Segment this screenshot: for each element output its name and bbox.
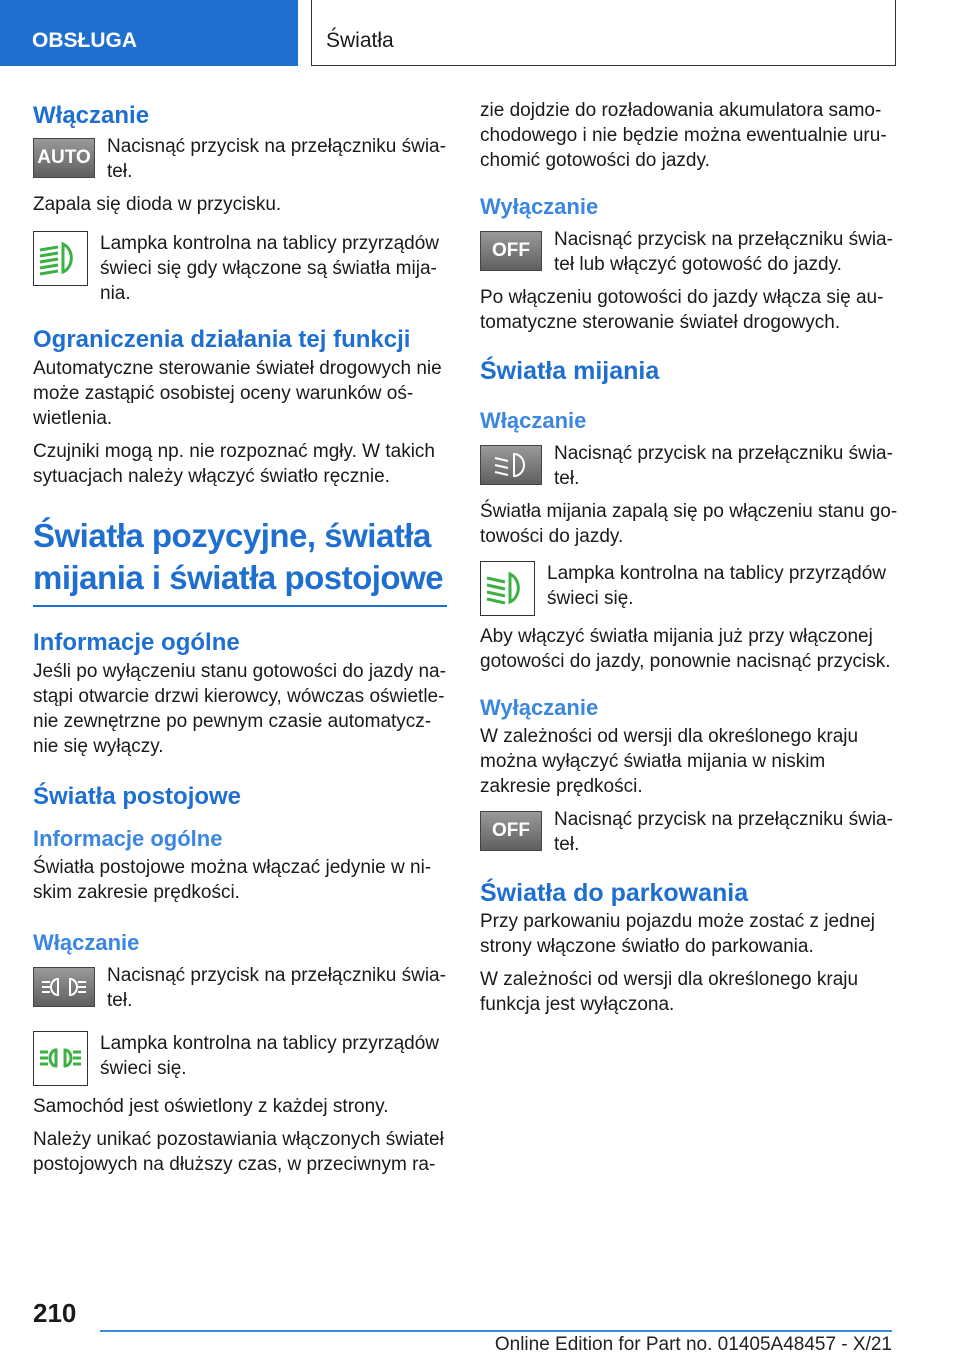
subheading-wylaczanie-2: Wyłączanie (480, 695, 599, 720)
page-number: 210 (33, 1298, 77, 1328)
heading-wlaczanie: Włączanie (33, 102, 150, 129)
auto-text: Nacisnąć przycisk na przełączniku świa-teł. (107, 136, 446, 182)
nalezy-text: Należy unikać pozostawiania włączonych świateł postojowych na dłuższy czas, w przeciwnym ra- (33, 1129, 444, 1175)
left-column (33, 98, 447, 1185)
off-text-1: Nacisnąć przycisk na przełączniku świa-teł lub włączyć gotowość do jazdy. (554, 229, 893, 275)
off-button-icon: OFF (480, 231, 542, 271)
low-beam-button-icon (480, 445, 542, 485)
subheading-wylaczanie-1: Wyłączanie (480, 194, 599, 219)
heading-mijania: Światła mijania (480, 357, 660, 385)
subheading-wlaczanie: Włączanie (33, 930, 140, 955)
ogr-text-2: Czujniki mogą np. nie rozpoznać mgły. W takich sytuacjach należy włączyć światło ręcznie. (33, 441, 435, 487)
parking-text: Nacisnąć przycisk na przełączniku świa-teł. (107, 965, 446, 1011)
off-instruction-2 (480, 807, 900, 857)
dioda-text: Zapala się dioda w przycisku. (33, 194, 282, 215)
info-text: Jeśli po wyłączeniu stanu gotowości do jazdy na-stąpi otwarcie drzwi kierowcy, wówczas oświetle-nie zewnętrzne po pewnym czasie automatycz-nie się wyłączy. (33, 661, 446, 757)
low-beam-text: Nacisnąć przycisk na przełączniku świa-teł. (554, 443, 893, 489)
lamp-instruction-1 (33, 231, 447, 306)
low-beam-instruction (480, 441, 900, 491)
heading-postojowe: Światła postojowe (33, 783, 242, 810)
subheading-wlaczanie-3: Włączanie (480, 408, 587, 433)
lamp-text-2: Lampka kontrolna na tablicy przyrządów świeci się. (100, 1033, 440, 1079)
chapter-title: Światła (311, 0, 896, 66)
ogr-text-1: Automatyczne sterowanie świateł drogowych nie może zastąpić osobistej oceny warunków oś-wietlenia. (33, 358, 442, 429)
heading-ograniczenia: Ograniczenia działania tej funkcji (33, 326, 411, 353)
auto-button-icon: AUTO (33, 138, 95, 178)
po-wlaczeniu-text: Po włączeniu gotowości do jazdy włącza się au-tomatyczne sterowanie świateł drogowych. (480, 287, 884, 333)
footer-edition: Online Edition for Part no. 01405A48457 - X/21 (494, 1334, 892, 1355)
mijania-text: Światła mijania zapalą się po włączeniu stanu go-towości do jazdy. (480, 501, 898, 547)
przy-parkowaniu-text: Przy parkowaniu pojazdu może zostać z jednej strony włączone światło do parkowania. (480, 911, 875, 957)
parking-lamp-icon (33, 1031, 88, 1086)
lamp-text-1: Lampka kontrolna na tablicy przyrządów świeci się gdy włączone są światła mija-nia. (100, 233, 440, 304)
heading-parkowania: Światła do parkowania (480, 879, 749, 907)
lamp-instruction-3 (480, 561, 900, 616)
aby-text: Aby włączyć światła mijania już przy włączonej gotowości do jazdy, ponownie nacisnąć przycisk. (480, 626, 891, 672)
continuation-text: zie dojdzie do rozładowania akumulatora samo-chodowego i nie będzie można ewentualnie uru-chomić gotowości do jazdy. (480, 100, 887, 171)
low-beam-lamp-icon (480, 561, 535, 616)
zaleznosci-text-1: W zależności od wersji dla określonego kraju można wyłączyć światła mijania w niskim zakresie prędkości. (480, 726, 859, 797)
lamp-instruction-2 (33, 1031, 447, 1086)
samochod-text: Samochód jest oświetlony z każdej strony. (33, 1096, 389, 1117)
right-column (480, 98, 900, 1025)
footer-divider (100, 1330, 892, 1332)
off-instruction-1 (480, 227, 900, 277)
high-beam-lamp-icon (33, 231, 88, 286)
parking-light-button-icon (33, 967, 95, 1007)
heading-informacje: Informacje ogólne (33, 629, 240, 656)
parking-instruction (33, 963, 447, 1013)
lamp-text-3: Lampka kontrolna na tablicy przyrządów świeci się. (547, 563, 887, 609)
auto-instruction (33, 134, 447, 184)
main-heading: Światła pozycyjne, światła mijania i światła postojowe (33, 515, 447, 607)
zaleznosci-text-2: W zależności od wersji dla określonego kraju funkcja jest wyłączona. (480, 969, 859, 1015)
section-tab: OBSŁUGA (0, 0, 298, 66)
off-button-icon-2: OFF (480, 811, 542, 851)
subheading-informacje: Informacje ogólne (33, 826, 223, 851)
postojowe-text: Światła postojowe można włączać jedynie w ni-skim zakresie prędkości. (33, 857, 432, 903)
page-header (0, 0, 960, 66)
off-text-2: Nacisnąć przycisk na przełączniku świa-teł. (554, 809, 893, 855)
